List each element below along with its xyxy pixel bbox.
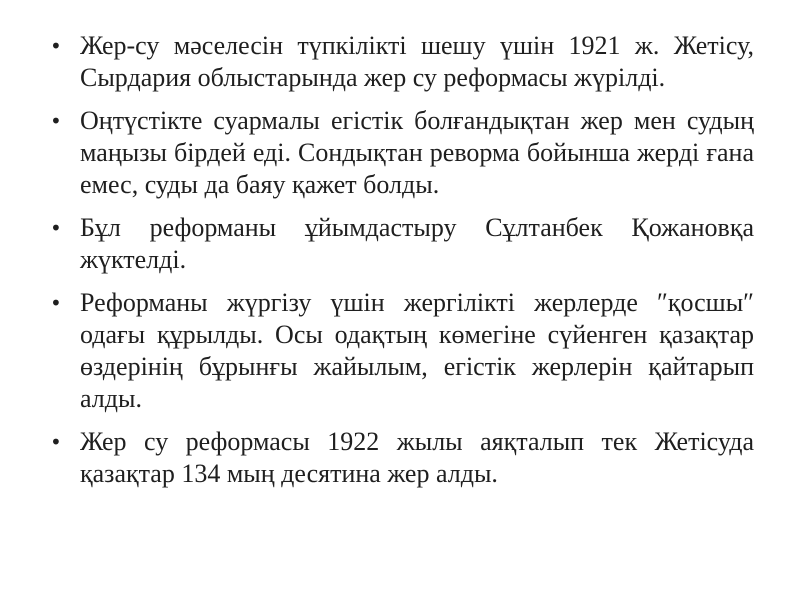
bullet-item-4 — [44, 287, 754, 415]
bullet-item-5 — [44, 426, 754, 490]
bullet-list — [44, 30, 754, 501]
bullet-text: Реформаны жүргізу үшін жергілікті жерлерде ″қосшы″ одағы құрылды. Осы одақтың көмегіне сүйенген қазақтар өздерінің бұрынғы жайылым, егістік жерлерін қайтарып алды. — [80, 288, 754, 413]
bullet-text: Оңтүстікте суармалы егістік болғандықтан жер мен судың маңызы бірдей еді. Сондықтан реворма бойынша жерді ғана емес, суды да баяу қажет болды. — [80, 106, 754, 199]
bullet-icon: • — [50, 291, 62, 315]
bullet-icon: • — [50, 216, 62, 240]
bullet-item-2 — [44, 105, 754, 201]
bullet-text: Жер-су мәселесін түпкілікті шешу үшін 1921 ж. Жетісу, Сырдария облыстарында жер су реформасы жүрілді. — [80, 31, 754, 92]
bullet-item-1 — [44, 30, 754, 94]
bullet-text: Бұл реформаны ұйымдастыру Сұлтанбек Қожановқа жүктелді. — [80, 213, 754, 274]
bullet-icon: • — [50, 34, 62, 58]
bullet-item-3 — [44, 212, 754, 276]
bullet-icon: • — [50, 109, 62, 133]
bullet-icon: • — [50, 430, 62, 454]
bullet-text: Жер су реформасы 1922 жылы аяқталып тек Жетісуда қазақтар 134 мың десятина жер алды. — [80, 427, 754, 488]
